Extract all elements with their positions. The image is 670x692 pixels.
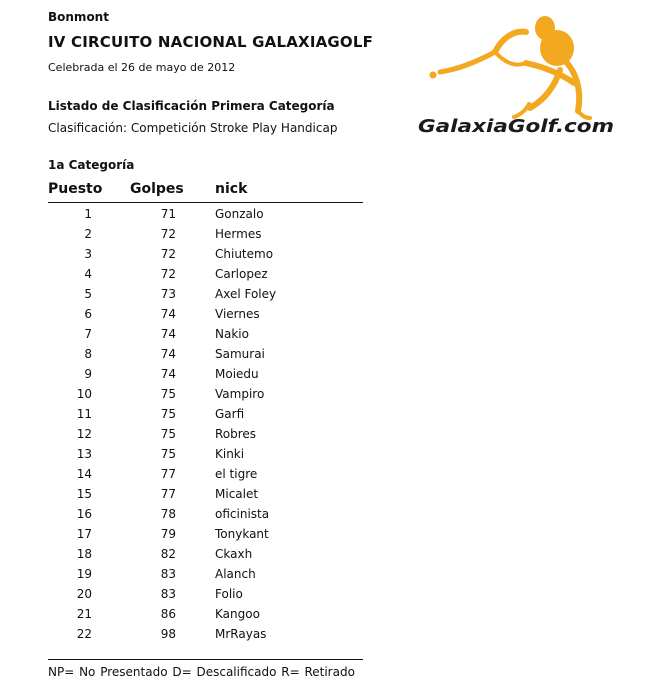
position-cell: 1: [84, 207, 92, 221]
position-cell: 6: [84, 307, 92, 321]
nick-cell: el tigre: [215, 467, 258, 481]
table-row: [48, 464, 363, 484]
position-cell: 8: [84, 347, 92, 361]
strokes-cell: 75: [160, 407, 176, 421]
strokes-cell: 79: [160, 527, 176, 541]
strokes-cell: 86: [160, 607, 176, 621]
strokes-cell: 77: [160, 487, 176, 501]
strokes-cell: 78: [160, 507, 176, 521]
nick-cell: Kangoo: [215, 607, 260, 621]
strokes-cell: 73: [160, 287, 176, 301]
strokes-cell: 77: [160, 467, 176, 481]
strokes-cell: 72: [160, 247, 176, 261]
table-row: [48, 204, 363, 224]
table-row: [48, 424, 363, 444]
nick-cell: MrRayas: [215, 627, 267, 641]
position-cell: 20: [76, 587, 92, 601]
table-row: [48, 584, 363, 604]
legend-text: NP= No Presentado D= Descalificado R= Retirado: [48, 665, 355, 679]
table-row: [48, 444, 363, 464]
table-body: [48, 203, 363, 644]
column-header-strokes: Golpes: [130, 181, 184, 197]
nick-cell: Vampiro: [215, 387, 265, 401]
strokes-cell: 75: [160, 387, 176, 401]
list-subtitle: Clasificación: Competición Stroke Play Handicap: [48, 121, 338, 135]
nick-cell: Gonzalo: [215, 207, 264, 221]
nick-cell: Garfi: [215, 407, 245, 421]
table-row: [48, 364, 363, 384]
event-title: IV CIRCUITO NACIONAL GALAXIAGOLF: [48, 33, 374, 51]
nick-cell: Moiedu: [215, 367, 259, 381]
column-header-position: Puesto: [48, 181, 103, 197]
table-row: [48, 544, 363, 564]
position-cell: 19: [76, 567, 92, 581]
strokes-cell: 71: [160, 207, 176, 221]
position-cell: 5: [84, 287, 92, 301]
position-cell: 10: [76, 387, 92, 401]
position-cell: 12: [76, 427, 92, 441]
position-cell: 22: [76, 627, 92, 641]
nick-cell: Axel Foley: [215, 287, 277, 301]
event-date: Celebrada el 26 de mayo de 2012: [48, 61, 236, 74]
position-cell: 15: [76, 487, 92, 501]
position-cell: 9: [84, 367, 92, 381]
club-name: Bonmont: [48, 10, 109, 24]
galaxiagolf-logo: [418, 14, 618, 136]
table-row: [48, 604, 363, 624]
strokes-cell: 74: [160, 367, 176, 381]
table-row: [48, 344, 363, 364]
nick-cell: Robres: [215, 427, 257, 441]
position-cell: 18: [76, 547, 92, 561]
position-cell: 7: [84, 327, 92, 341]
nick-cell: Hermes: [215, 227, 262, 241]
position-cell: 17: [76, 527, 92, 541]
strokes-cell: 74: [160, 307, 176, 321]
column-header-nick: nick: [215, 181, 248, 197]
position-cell: 16: [76, 507, 92, 521]
table-row: [48, 504, 363, 524]
nick-cell: oficinista: [215, 507, 270, 521]
table-header: [48, 180, 363, 203]
position-cell: 13: [76, 447, 92, 461]
table-row: [48, 384, 363, 404]
table-row: [48, 324, 363, 344]
nick-cell: Micalet: [215, 487, 259, 501]
position-cell: 2: [84, 227, 92, 241]
table-row: [48, 484, 363, 504]
table-row: [48, 524, 363, 544]
nick-cell: Chiutemo: [215, 247, 274, 261]
nick-cell: Alanch: [215, 567, 256, 581]
table-row: [48, 564, 363, 584]
strokes-cell: 75: [160, 447, 176, 461]
table-row: [48, 404, 363, 424]
strokes-cell: 72: [160, 267, 176, 281]
category-title: 1a Categoría: [48, 158, 135, 172]
nick-cell: Samurai: [215, 347, 265, 361]
strokes-cell: 82: [160, 547, 176, 561]
list-title: Listado de Clasificación Primera Categoría: [48, 99, 335, 113]
nick-cell: Carlopez: [215, 267, 268, 281]
table-row: [48, 224, 363, 244]
nick-cell: Nakio: [215, 327, 249, 341]
position-cell: 4: [84, 267, 92, 281]
strokes-cell: 74: [160, 347, 176, 361]
table-row: [48, 624, 363, 644]
table-row: [48, 264, 363, 284]
position-cell: 14: [76, 467, 92, 481]
results-table: [48, 180, 363, 644]
logo-wordmark: GalaxiaGolf.com: [418, 116, 614, 136]
nick-cell: Viernes: [215, 307, 260, 321]
strokes-cell: 72: [160, 227, 176, 241]
legend-divider: [48, 659, 363, 660]
nick-cell: Folio: [215, 587, 243, 601]
nick-cell: Kinki: [215, 447, 245, 461]
position-cell: 11: [76, 407, 92, 421]
table-row: [48, 244, 363, 264]
golfer-swing-icon: [418, 14, 618, 136]
strokes-cell: 98: [160, 627, 176, 641]
strokes-cell: 83: [160, 567, 176, 581]
strokes-cell: 83: [160, 587, 176, 601]
table-row: [48, 304, 363, 324]
strokes-cell: 74: [160, 327, 176, 341]
position-cell: 21: [76, 607, 92, 621]
nick-cell: Ckaxh: [215, 547, 253, 561]
strokes-cell: 75: [160, 427, 176, 441]
position-cell: 3: [84, 247, 92, 261]
nick-cell: Tonykant: [215, 527, 269, 541]
table-row: [48, 284, 363, 304]
